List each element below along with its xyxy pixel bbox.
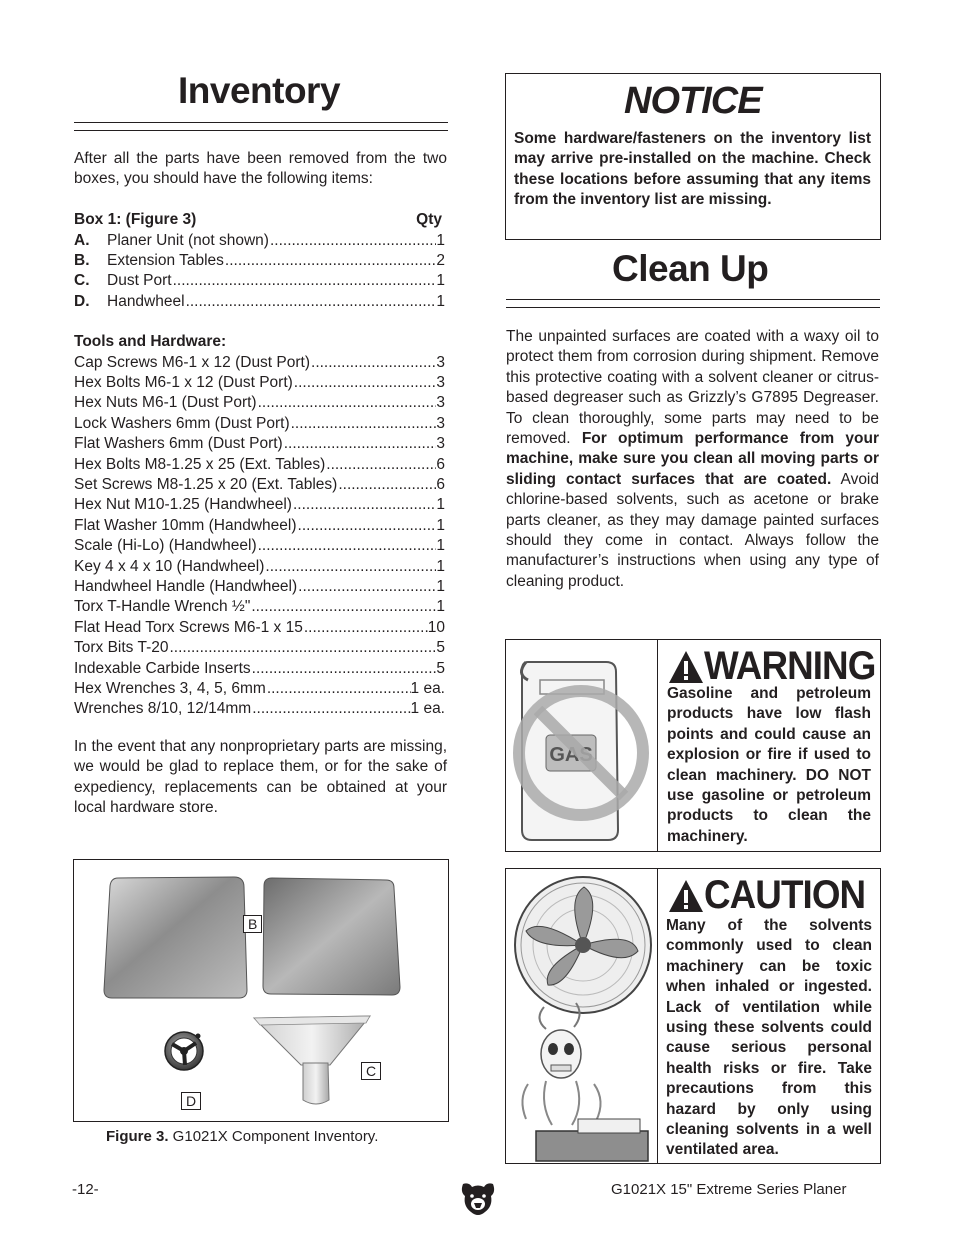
figure-3-illustration (74, 860, 448, 1121)
item-qty: 3 (436, 394, 445, 412)
caution-title-text: CAUTION (704, 873, 866, 917)
item-name: Wrenches 8/10, 12/14mm (74, 700, 252, 718)
caution-title (668, 873, 879, 918)
dot-leader (283, 434, 437, 454)
item-letter: D. (74, 292, 90, 310)
figure-label-c: C (361, 1062, 381, 1080)
dot-leader (290, 414, 437, 434)
item-qty: 3 (436, 373, 445, 391)
item-name: Hex Bolts M6-1 x 12 (Dust Port) (74, 373, 293, 391)
item-name: Indexable Carbide Inserts (74, 659, 251, 677)
item-name: Hex Nuts M6-1 (Dust Port) (74, 394, 257, 412)
item-qty: 1 (436, 598, 445, 616)
item-name: Lock Washers 6mm (Dust Port) (74, 414, 290, 432)
list-item (74, 251, 445, 271)
handwheel-drawing (165, 1032, 203, 1070)
notice-text: Some hardware/fasteners on the inventory list may arrive pre-installed on the machine. Check these locations before assuming that any items from the inventory list are missing. (514, 130, 871, 209)
dot-leader (269, 231, 436, 251)
list-item (74, 557, 445, 577)
box1-header-label: Box 1: (Figure 3) (74, 211, 197, 228)
tools-header: Tools and Hardware: (74, 333, 227, 350)
dust-port-drawing (254, 1016, 370, 1104)
toxic-fumes-icon (506, 869, 656, 1163)
cleanup-text-bold: For optimum performance from your machine, make sure you clean all moving parts or sliding contact surfaces that are coated. (506, 430, 879, 488)
dot-leader (297, 516, 437, 536)
list-item (74, 475, 445, 495)
item-name: Flat Washer 10mm (Handwheel) (74, 516, 297, 534)
item-letter: B. (74, 251, 90, 269)
notice-title: NOTICE (624, 80, 762, 122)
item-name: Handwheel Handle (Handwheel) (74, 577, 298, 595)
list-item (74, 536, 445, 556)
cleanup-title: Clean Up (612, 248, 769, 289)
inventory-intro: After all the parts have been removed from the two boxes, you should have the following items: (74, 150, 447, 188)
item-qty: 1 (436, 292, 445, 310)
item-qty: 1 (436, 537, 445, 555)
item-name: Torx Bits T-20 (74, 639, 169, 657)
dot-leader (303, 618, 428, 638)
item-letter: C. (74, 272, 90, 290)
qty-header: Qty (416, 211, 442, 228)
dot-leader (292, 495, 436, 515)
cleanup-text (506, 327, 879, 592)
dot-leader (325, 455, 436, 475)
item-name: Hex Wrenches 3, 4, 5, 6mm (74, 679, 266, 697)
item-name: Dust Port (107, 272, 172, 290)
item-name: Planer Unit (not shown) (107, 231, 269, 249)
list-item (74, 353, 445, 373)
item-qty: 10 (427, 618, 445, 636)
notice-box (505, 73, 881, 240)
item-name: Scale (Hi-Lo) (Handwheel) (74, 537, 257, 555)
dot-leader (172, 271, 437, 291)
dot-leader (251, 699, 410, 719)
list-item (74, 231, 445, 251)
dot-leader (251, 659, 437, 679)
item-qty: 1 (436, 577, 445, 595)
inventory-closing: In the event that any nonproprietary parts are missing, we would be glad to replace them, or for the sake of expediency, replacements can be obtained at your local hardware store. (74, 738, 447, 817)
title-rule (74, 122, 448, 123)
item-qty: 1 (436, 516, 445, 534)
dot-leader (266, 679, 411, 699)
item-qty: 1 (436, 557, 445, 575)
list-item (74, 699, 445, 719)
list-item (74, 638, 445, 658)
figure-label-b: B (243, 915, 262, 933)
list-item (74, 659, 445, 679)
dot-leader (297, 577, 436, 597)
dot-leader (185, 292, 437, 312)
dot-leader (310, 353, 436, 373)
cleanup-rule (506, 307, 880, 308)
item-name: Cap Screws M6-1 x 12 (Dust Port) (74, 353, 311, 371)
inventory-title: Inventory (178, 70, 341, 111)
item-name: Hex Bolts M8-1.25 x 25 (Ext. Tables) (74, 455, 326, 473)
extension-table-right (263, 878, 400, 995)
item-qty: 6 (436, 475, 445, 493)
warning-title (668, 644, 890, 689)
item-qty: 5 (436, 659, 445, 677)
item-qty: 3 (436, 414, 445, 432)
figure-caption (106, 1128, 378, 1145)
list-item (74, 414, 445, 434)
title-rule (74, 130, 448, 131)
list-item (74, 618, 445, 638)
warning-box (505, 639, 881, 852)
dot-leader (168, 638, 436, 658)
item-qty: 5 (436, 639, 445, 657)
list-item (74, 455, 445, 475)
item-qty: 1 (436, 272, 445, 290)
gas-can-label: GAS (549, 744, 593, 766)
warning-triangle-icon (668, 649, 704, 685)
dot-leader (337, 475, 436, 495)
item-name: Flat Head Torx Screws M6-1 x 15 (74, 618, 303, 636)
figure-label-d: D (181, 1092, 201, 1110)
item-name: Handwheel (107, 292, 185, 310)
dot-leader (257, 536, 437, 556)
cleanup-text-1: The unpainted surfaces are coated with a waxy oil to protect them from corrosion during shipment. Remove this protective coating with a solvent cleaner or citrus-based degreaser such as Grizzly’s G7895 Degreaser. To clean thoroughly, some parts may need to be removed. (506, 328, 879, 448)
warning-image-divider (657, 640, 658, 851)
item-qty: 1 ea. (410, 679, 445, 697)
item-qty: 3 (436, 435, 445, 453)
list-item (74, 597, 445, 617)
dot-leader (293, 373, 437, 393)
item-name: Extension Tables (107, 251, 224, 269)
list-item (74, 393, 445, 413)
item-qty: 3 (436, 353, 445, 371)
list-item (74, 373, 445, 393)
no-gasoline-icon (506, 640, 656, 851)
item-name: Torx T-Handle Wrench ½" (74, 598, 251, 616)
figure-3 (73, 859, 449, 1122)
warning-text: Gasoline and petroleum products have low flash points and could cause an explosion or fire if used to clean machinery. DO NOT use gasoline or petroleum products to clean the machinery. (667, 685, 871, 845)
list-item (74, 495, 445, 515)
item-name: Hex Nut M10-1.25 (Handwheel) (74, 496, 292, 514)
item-name: Set Screws M8-1.25 x 20 (Ext. Tables) (74, 475, 338, 493)
cleanup-text-2: Avoid chlorine-based solvents, such as acetone or brake parts cleaner, as they may damage painted surfaces should they come in contact. Always follow the manufacturer’s instructions when using any type of cleaning product. (506, 470, 879, 590)
dot-leader (257, 393, 437, 413)
caution-text: Many of the solvents commonly used to clean machinery can be toxic when inhaled or ingested. Lack of ventilation while using these solvents could cause serious personal health risks or fire. Take precautions from this hazard by only using cleaning solvents in a well ventilated area. (666, 917, 872, 1159)
footer-product: G1021X 15" Extreme Series Planer (611, 1181, 847, 1198)
list-item (74, 516, 445, 536)
dot-leader (250, 597, 436, 617)
warning-title-text: WARNING (704, 644, 876, 688)
grizzly-bear-logo-icon (457, 1178, 499, 1218)
list-item (74, 679, 445, 699)
figure-caption-text: G1021X Component Inventory. (168, 1128, 379, 1145)
caution-box (505, 868, 881, 1164)
item-name: Key 4 x 4 x 10 (Handwheel) (74, 557, 265, 575)
item-name: Flat Washers 6mm (Dust Port) (74, 435, 283, 453)
item-qty: 2 (436, 251, 445, 269)
item-letter: A. (74, 231, 90, 249)
dot-leader (224, 251, 436, 271)
extension-table-left (104, 877, 247, 998)
list-item (74, 577, 445, 597)
box1-header (74, 210, 445, 230)
item-qty: 1 (436, 496, 445, 514)
cleanup-rule (506, 299, 880, 300)
figure-caption-number: Figure 3. (106, 1128, 169, 1145)
page-number: -12- (72, 1181, 99, 1198)
item-qty: 1 ea. (410, 700, 445, 718)
list-item (74, 434, 445, 454)
caution-image-divider (657, 869, 658, 1163)
item-qty: 6 (436, 455, 445, 473)
item-qty: 1 (436, 231, 445, 249)
dot-leader (264, 557, 436, 577)
list-item (74, 292, 445, 312)
list-item (74, 271, 445, 291)
caution-triangle-icon (668, 878, 704, 914)
